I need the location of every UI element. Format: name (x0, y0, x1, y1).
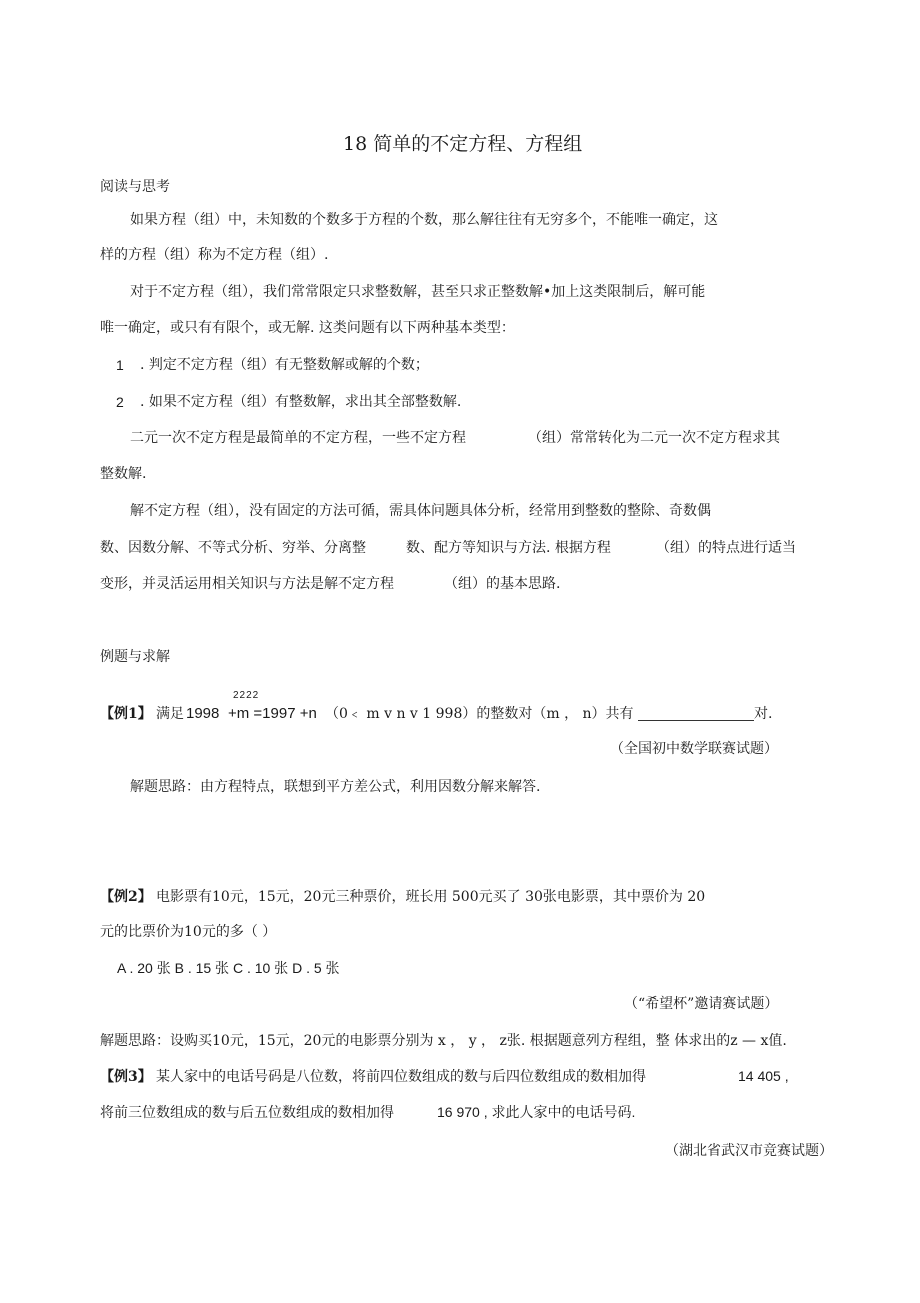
list-item-number: 2 (116, 394, 124, 410)
equation-part: 1998 (186, 705, 220, 722)
paragraph-line: 解不定方程（组），没有固定的方法可循，需具体问题具体分析，经常用到整数的整除、奇数偶 (130, 503, 711, 519)
paragraph-line: （组）的特点进行适当 (656, 540, 796, 556)
example-text: 某人家中的电话号码是八位数，将前四位数组成的数与后四位数组成的数相加得 (156, 1069, 646, 1085)
example-source: （湖北省武汉市竞赛试题） (665, 1143, 833, 1159)
paragraph-line: 数、配方等知识与方法. 根据方程 (406, 540, 611, 556)
example-label: 【例2】 (100, 889, 152, 905)
example-text: 元的比票价为10元的多（ ） (100, 924, 277, 940)
paragraph-line: 变形，并灵活运用相关知识与方法是解不定方程 (100, 576, 394, 592)
solution-hint: 解题思路：由方程特点，联想到平方差公式，利用因数分解来解答. (130, 779, 541, 795)
example-source: （全国初中数学联赛试题） (610, 741, 778, 757)
example-label: 【例1】 (100, 706, 152, 722)
paragraph-line: 唯一确定，或只有有限个，或无解. 这类问题有以下两种基本类型： (100, 320, 515, 336)
paragraph-line: 数、因数分解、不等式分析、穷举、分离整 (100, 540, 366, 556)
example-text: （0﹤ m v n v 1 998）的整数对（m ， n）共有 (325, 706, 634, 722)
example-text: 对. (754, 706, 773, 722)
example-label: 【例3】 (100, 1069, 152, 1085)
example-text: 将前三位数组成的数与后五位数组成的数相加得 (100, 1105, 394, 1121)
list-item-text: . 如果不定方程（组）有整数解，求出其全部整数解. (140, 394, 462, 410)
section-heading-reading: 阅读与思考 (100, 179, 170, 195)
example-text: 满足 (156, 706, 184, 722)
answer-blank (634, 707, 754, 721)
exponent-label: 2222 (233, 690, 260, 701)
paragraph-line: 整数解. (100, 466, 147, 482)
list-item-text: . 判定不定方程（组）有无整数解或解的个数； (140, 357, 429, 373)
answer-options: A . 20 张 B . 15 张 C . 10 张 D . 5 张 (117, 960, 340, 976)
example-text: 电影票有10元，15元，20元三种票价，班长用 500元买了 30张电影票，其中票价为 20 (156, 889, 706, 905)
section-heading-examples: 例题与求解 (100, 649, 170, 665)
example-number: 14 405 , (738, 1068, 789, 1084)
equation-part: +m =1997 +n (228, 705, 317, 722)
paragraph-line: 如果方程（组）中，未知数的个数多于方程的个数，那么解往往有无穷多个，不能唯一确定，这 (130, 212, 718, 228)
paragraph-line: （组）常常转化为二元一次不定方程求其 (528, 430, 780, 446)
paragraph-line: 二元一次不定方程是最简单的不定方程，一些不定方程 (130, 430, 466, 446)
example-source: （“希望杯”邀请赛试题） (624, 996, 779, 1012)
paragraph-line: 对于不定方程（组），我们常常限定只求整数解，甚至只求正整数解•加上这类限制后，解可能 (130, 284, 706, 300)
solution-hint: 解题思路：设购买10元，15元，20元的电影票分别为 x ， y ， z张. 根据题意列方程组，整 体求出的z — x值. (100, 1033, 787, 1049)
page-title: 18 简单的不定方程、方程组 (343, 133, 583, 155)
list-item-number: 1 (116, 357, 124, 373)
paragraph-line: （组）的基本思路. (444, 576, 561, 592)
paragraph-line: 样的方程（组）称为不定方程（组）. (100, 247, 329, 263)
example-text: 16 970 , 求此人家中的电话号码. (437, 1104, 636, 1120)
